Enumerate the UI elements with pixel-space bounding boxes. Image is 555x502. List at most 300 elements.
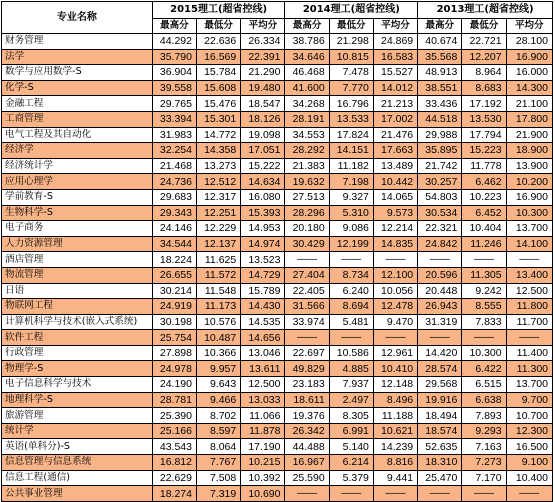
score-cell: 10.223 xyxy=(462,189,506,205)
score-cell: 6.515 xyxy=(462,377,506,393)
score-cell: 4.885 xyxy=(329,361,373,377)
score-cell: 29.765 xyxy=(152,96,196,112)
score-cell: 7.163 xyxy=(462,439,506,455)
score-cell: 9.643 xyxy=(197,377,241,393)
score-table xyxy=(1,1,553,502)
score-cell: 12.214 xyxy=(373,221,417,237)
score-cell: 11.300 xyxy=(506,361,552,377)
score-cell: 13.533 xyxy=(329,111,373,127)
score-cell: 8.683 xyxy=(462,80,506,96)
score-cell: 14.953 xyxy=(241,221,285,237)
major-name-cell: 英语(单科分)-S xyxy=(2,439,153,455)
table-row xyxy=(2,392,553,408)
score-cell: 10.815 xyxy=(329,49,373,65)
score-cell: 10.700 xyxy=(506,408,552,424)
table-row xyxy=(2,80,553,96)
score-cell: 40.674 xyxy=(418,34,462,50)
score-cell: 15.393 xyxy=(241,205,285,221)
score-cell: 18.126 xyxy=(241,111,285,127)
score-cell: 15.608 xyxy=(197,80,241,96)
score-cell: 23.183 xyxy=(285,377,329,393)
score-cell: —— xyxy=(462,252,506,268)
score-cell: 31.566 xyxy=(285,299,329,315)
score-cell: 10.487 xyxy=(197,330,241,346)
score-cell: 22.697 xyxy=(285,345,329,361)
year-header-2014: 2014理工(超省控线) xyxy=(285,2,418,19)
score-cell: 11.246 xyxy=(462,236,506,252)
score-cell: 19.916 xyxy=(418,392,462,408)
score-cell: 7.508 xyxy=(197,470,241,486)
score-cell: 16.900 xyxy=(506,49,552,65)
score-cell: 12.207 xyxy=(462,49,506,65)
score-cell: 27.513 xyxy=(285,189,329,205)
score-cell: 16.583 xyxy=(373,49,417,65)
major-name-cell: 信息管理与信息系统 xyxy=(2,455,153,471)
table-row xyxy=(2,143,553,159)
score-cell: 6.422 xyxy=(462,361,506,377)
score-cell: 13.611 xyxy=(241,361,285,377)
score-cell: 10.442 xyxy=(373,174,417,190)
score-cell: 6.638 xyxy=(462,392,506,408)
score-cell: 15.789 xyxy=(241,283,285,299)
major-name-cell: 人力资源管理 xyxy=(2,236,153,252)
score-cell: 29.343 xyxy=(152,205,196,221)
score-cell: 35.568 xyxy=(418,49,462,65)
score-cell: 11.778 xyxy=(462,158,506,174)
score-cell: 7.198 xyxy=(329,174,373,190)
table-row xyxy=(2,408,553,424)
score-cell: 22.629 xyxy=(152,470,196,486)
score-cell: —— xyxy=(462,330,506,346)
score-cell: 25.470 xyxy=(418,470,462,486)
score-cell: 30.534 xyxy=(418,205,462,221)
score-cell: 10.056 xyxy=(373,283,417,299)
score-cell: 25.590 xyxy=(285,470,329,486)
major-name-cell: 电子商务 xyxy=(2,221,153,237)
score-cell: 8.305 xyxy=(329,408,373,424)
score-cell: 14.772 xyxy=(197,127,241,143)
table-row xyxy=(2,361,553,377)
score-cell: 9.700 xyxy=(506,392,552,408)
score-cell: 13.273 xyxy=(197,158,241,174)
score-cell: 17.190 xyxy=(241,439,285,455)
score-cell: 17.824 xyxy=(329,127,373,143)
score-cell: 14.656 xyxy=(241,330,285,346)
score-cell: 34.268 xyxy=(285,96,329,112)
score-cell: —— xyxy=(285,486,329,502)
score-cell: 24.736 xyxy=(152,174,196,190)
score-cell: 24.842 xyxy=(418,236,462,252)
score-cell: 12.137 xyxy=(197,236,241,252)
table-row xyxy=(2,158,553,174)
score-cell: 13.046 xyxy=(241,345,285,361)
score-cell: 9.441 xyxy=(373,470,417,486)
score-cell: 20.596 xyxy=(418,267,462,283)
score-cell: 16.500 xyxy=(506,439,552,455)
score-cell: 43.543 xyxy=(152,439,196,455)
table-row xyxy=(2,127,553,143)
score-cell: 25.754 xyxy=(152,330,196,346)
major-name-cell: 电气工程及其自动化 xyxy=(2,127,153,143)
score-cell: 14.239 xyxy=(373,439,417,455)
major-name-cell: 软件工程 xyxy=(2,330,153,346)
score-cell: 10.621 xyxy=(373,423,417,439)
score-cell: —— xyxy=(373,330,417,346)
score-cell: 11.625 xyxy=(197,252,241,268)
score-cell: 31.983 xyxy=(152,127,196,143)
score-cell: 28.100 xyxy=(506,34,552,50)
score-cell: 25.390 xyxy=(152,408,196,424)
score-cell: 27.898 xyxy=(152,345,196,361)
score-cell: 6.991 xyxy=(329,423,373,439)
score-cell: 18.574 xyxy=(418,423,462,439)
score-cell: 6.214 xyxy=(329,455,373,471)
score-cell: 7.273 xyxy=(462,455,506,471)
score-cell: 32.254 xyxy=(152,143,196,159)
table-row xyxy=(2,486,553,502)
table-row xyxy=(2,439,553,455)
score-cell: 12.512 xyxy=(197,174,241,190)
table-row xyxy=(2,236,553,252)
table-row xyxy=(2,65,553,81)
score-cell: 14.300 xyxy=(506,80,552,96)
table-row xyxy=(2,205,553,221)
score-cell: 12.199 xyxy=(329,236,373,252)
score-cell: 8.555 xyxy=(462,299,506,315)
score-cell: 18.900 xyxy=(506,143,552,159)
score-cell: 5.140 xyxy=(329,439,373,455)
major-name-cell: 物联网工程 xyxy=(2,299,153,315)
score-cell: 14.100 xyxy=(506,236,552,252)
score-cell: 18.494 xyxy=(418,408,462,424)
score-cell: 10.690 xyxy=(241,486,285,502)
major-name-cell: 生物科学-S xyxy=(2,205,153,221)
score-cell: 33.394 xyxy=(152,111,196,127)
score-cell: 17.800 xyxy=(506,111,552,127)
major-name-cell: 公共事业管理 xyxy=(2,486,153,502)
score-cell: 28.574 xyxy=(418,361,462,377)
major-name-cell: 金融工程 xyxy=(2,96,153,112)
score-cell: 22.405 xyxy=(285,283,329,299)
avg-score-header: 平均分 xyxy=(506,19,552,34)
major-name-cell: 学前教育-S xyxy=(2,189,153,205)
score-cell: 35.790 xyxy=(152,49,196,65)
table-row xyxy=(2,345,553,361)
score-cell: 11.548 xyxy=(197,283,241,299)
score-cell: 7.833 xyxy=(462,314,506,330)
score-cell: 17.794 xyxy=(462,127,506,143)
score-cell: 11.800 xyxy=(506,299,552,315)
score-cell: 11.182 xyxy=(329,158,373,174)
major-name-cell: 电子信息科学与技术 xyxy=(2,377,153,393)
score-cell: 22.636 xyxy=(197,34,241,50)
score-cell: 12.478 xyxy=(373,299,417,315)
score-cell: 6.452 xyxy=(462,205,506,221)
score-cell: 15.476 xyxy=(197,96,241,112)
score-cell: 11.572 xyxy=(197,267,241,283)
score-cell: 49.829 xyxy=(285,361,329,377)
score-cell: 12.100 xyxy=(373,267,417,283)
score-cell: 28.292 xyxy=(285,143,329,159)
score-table-container xyxy=(1,1,553,502)
score-cell: 11.305 xyxy=(462,267,506,283)
score-cell: 18.310 xyxy=(418,455,462,471)
score-cell: 44.292 xyxy=(152,34,196,50)
score-cell: 14.358 xyxy=(197,143,241,159)
score-cell: 12.317 xyxy=(197,189,241,205)
score-cell: 10.410 xyxy=(373,361,417,377)
score-cell: 7.478 xyxy=(329,65,373,81)
score-cell: 12.961 xyxy=(373,345,417,361)
score-cell: 22.721 xyxy=(462,34,506,50)
score-cell: 44.488 xyxy=(285,439,329,455)
score-cell: 15.527 xyxy=(373,65,417,81)
score-cell: 10.300 xyxy=(506,205,552,221)
score-cell: 30.198 xyxy=(152,314,196,330)
score-cell: 9.086 xyxy=(329,221,373,237)
major-name-cell: 经济统计学 xyxy=(2,158,153,174)
major-name-cell: 财务管理 xyxy=(2,34,153,50)
score-cell: 33.974 xyxy=(285,314,329,330)
score-cell: 24.978 xyxy=(152,361,196,377)
score-cell: 39.558 xyxy=(152,80,196,96)
score-cell: 9.957 xyxy=(197,361,241,377)
score-cell: 21.290 xyxy=(241,65,285,81)
score-cell: 13.033 xyxy=(241,392,285,408)
table-row xyxy=(2,314,553,330)
score-cell: 25.166 xyxy=(152,423,196,439)
score-cell: 36.904 xyxy=(152,65,196,81)
score-cell: 11.878 xyxy=(241,423,285,439)
score-cell: 12.229 xyxy=(197,221,241,237)
score-cell: 27.404 xyxy=(285,267,329,283)
score-cell: 16.812 xyxy=(152,455,196,471)
score-cell: 21.900 xyxy=(506,127,552,143)
major-name-cell: 数学与应用数学-S xyxy=(2,65,153,81)
major-name-cell: 应用心理学 xyxy=(2,174,153,190)
score-cell: 7.319 xyxy=(197,486,241,502)
score-cell: 21.476 xyxy=(373,127,417,143)
score-cell: 24.919 xyxy=(152,299,196,315)
score-cell: —— xyxy=(506,252,552,268)
score-cell: 30.214 xyxy=(152,283,196,299)
score-cell: 10.366 xyxy=(197,345,241,361)
score-cell: 54.803 xyxy=(418,189,462,205)
score-cell: 29.568 xyxy=(418,377,462,393)
score-cell: 7.767 xyxy=(197,455,241,471)
score-cell: 34.544 xyxy=(152,236,196,252)
score-cell: —— xyxy=(329,330,373,346)
score-cell: 17.663 xyxy=(373,143,417,159)
score-cell: 28.191 xyxy=(285,111,329,127)
score-cell: 9.573 xyxy=(373,205,417,221)
score-cell: —— xyxy=(506,330,552,346)
table-row xyxy=(2,49,553,65)
score-cell: 11.700 xyxy=(506,314,552,330)
score-cell: 26.334 xyxy=(241,34,285,50)
score-cell: 13.523 xyxy=(241,252,285,268)
score-cell: 9.466 xyxy=(197,392,241,408)
avg-score-header: 平均分 xyxy=(373,19,417,34)
major-name-cell: 化学-S xyxy=(2,80,153,96)
score-cell: 16.796 xyxy=(329,96,373,112)
score-cell: 44.518 xyxy=(418,111,462,127)
score-cell: 21.742 xyxy=(418,158,462,174)
score-cell: 9.327 xyxy=(329,189,373,205)
score-cell: 18.224 xyxy=(152,252,196,268)
score-cell: 30.429 xyxy=(285,236,329,252)
score-cell: 9.242 xyxy=(462,283,506,299)
score-cell: 21.298 xyxy=(329,34,373,50)
score-cell: 19.376 xyxy=(285,408,329,424)
score-cell: 24.190 xyxy=(152,377,196,393)
table-row xyxy=(2,252,553,268)
score-cell: 10.200 xyxy=(506,174,552,190)
score-cell: 14.012 xyxy=(373,80,417,96)
table-row xyxy=(2,96,553,112)
score-cell: 15.222 xyxy=(241,158,285,174)
score-cell: —— xyxy=(329,252,373,268)
table-row xyxy=(2,34,553,50)
score-cell: 16.967 xyxy=(285,455,329,471)
score-cell: —— xyxy=(506,486,552,502)
min-score-header: 最低分 xyxy=(462,19,506,34)
score-cell: 12.148 xyxy=(373,377,417,393)
score-cell: —— xyxy=(418,486,462,502)
score-cell: 10.404 xyxy=(462,221,506,237)
score-cell: 13.489 xyxy=(373,158,417,174)
score-cell: 5.379 xyxy=(329,470,373,486)
score-cell: 9.100 xyxy=(506,455,552,471)
score-cell: 14.634 xyxy=(241,174,285,190)
score-cell: —— xyxy=(462,486,506,502)
score-cell: 48.913 xyxy=(418,65,462,81)
score-cell: 34.646 xyxy=(285,49,329,65)
score-cell: 19.098 xyxy=(241,127,285,143)
score-cell: 21.383 xyxy=(285,158,329,174)
table-row xyxy=(2,423,553,439)
table-row xyxy=(2,330,553,346)
score-cell: 14.420 xyxy=(418,345,462,361)
score-cell: 28.296 xyxy=(285,205,329,221)
score-cell: 31.319 xyxy=(418,314,462,330)
year-header-2013: 2013理工(超省控线) xyxy=(418,2,553,19)
score-cell: 11.066 xyxy=(241,408,285,424)
score-cell: 12.500 xyxy=(506,283,552,299)
score-cell: 11.173 xyxy=(197,299,241,315)
year-header-2015: 2015理工(超省控线) xyxy=(152,2,285,19)
table-row xyxy=(2,283,553,299)
min-score-header: 最低分 xyxy=(197,19,241,34)
score-cell: 14.430 xyxy=(241,299,285,315)
major-name-cell: 统计学 xyxy=(2,423,153,439)
score-cell: 26.655 xyxy=(152,267,196,283)
score-cell: 8.734 xyxy=(329,267,373,283)
score-cell: 38.786 xyxy=(285,34,329,50)
score-cell: —— xyxy=(329,486,373,502)
score-cell: 29.988 xyxy=(418,127,462,143)
score-cell: 5.310 xyxy=(329,205,373,221)
score-cell: 11.188 xyxy=(373,408,417,424)
score-cell: 18.274 xyxy=(152,486,196,502)
major-name-cell: 日语 xyxy=(2,283,153,299)
table-row xyxy=(2,299,553,315)
score-cell: 28.781 xyxy=(152,392,196,408)
score-cell: 12.300 xyxy=(506,423,552,439)
score-cell: —— xyxy=(373,486,417,502)
score-cell: 13.700 xyxy=(506,377,552,393)
score-cell: 17.002 xyxy=(373,111,417,127)
score-cell: 14.151 xyxy=(329,143,373,159)
score-cell: 24.146 xyxy=(152,221,196,237)
score-cell: 7.893 xyxy=(462,408,506,424)
major-name-cell: 经济学 xyxy=(2,143,153,159)
score-cell: —— xyxy=(373,252,417,268)
major-name-cell: 法学 xyxy=(2,49,153,65)
score-cell: 10.576 xyxy=(197,314,241,330)
score-cell: 10.215 xyxy=(241,455,285,471)
score-cell: 5.481 xyxy=(329,314,373,330)
score-cell: 16.000 xyxy=(506,65,552,81)
score-cell: 13.700 xyxy=(506,221,552,237)
score-cell: 24.869 xyxy=(373,34,417,50)
score-cell: 15.784 xyxy=(197,65,241,81)
score-cell: 22.321 xyxy=(418,221,462,237)
score-table-body xyxy=(2,34,553,502)
score-cell: 46.468 xyxy=(285,65,329,81)
score-cell: 14.729 xyxy=(241,267,285,283)
table-row xyxy=(2,455,553,471)
score-cell: 8.597 xyxy=(197,423,241,439)
table-row xyxy=(2,267,553,283)
score-cell: 9.293 xyxy=(462,423,506,439)
score-cell: 15.301 xyxy=(197,111,241,127)
score-cell: 17.192 xyxy=(462,96,506,112)
score-cell: 18.547 xyxy=(241,96,285,112)
score-cell: 9.470 xyxy=(373,314,417,330)
score-cell: 8.694 xyxy=(329,299,373,315)
score-cell: —— xyxy=(285,330,329,346)
score-cell: 19.632 xyxy=(285,174,329,190)
score-cell: 11.400 xyxy=(506,345,552,361)
score-cell: 10.300 xyxy=(462,345,506,361)
major-name-cell: 行政管理 xyxy=(2,345,153,361)
score-cell: 16.569 xyxy=(197,49,241,65)
score-cell: 12.251 xyxy=(197,205,241,221)
major-name-cell: 工商管理 xyxy=(2,111,153,127)
max-score-header: 最高分 xyxy=(418,19,462,34)
score-cell: 26.943 xyxy=(418,299,462,315)
major-name-cell: 计算机科学与技术(嵌入式系统) xyxy=(2,314,153,330)
score-cell: 18.611 xyxy=(285,392,329,408)
major-name-cell: 信息工程(通信) xyxy=(2,470,153,486)
major-name-cell: 物流管理 xyxy=(2,267,153,283)
score-cell: 13.530 xyxy=(462,111,506,127)
score-cell: 7.170 xyxy=(462,470,506,486)
table-row xyxy=(2,111,553,127)
score-cell: 22.391 xyxy=(241,49,285,65)
score-cell: 41.600 xyxy=(285,80,329,96)
max-score-header: 最高分 xyxy=(152,19,196,34)
score-cell: 14.535 xyxy=(241,314,285,330)
score-cell: 14.065 xyxy=(373,189,417,205)
score-cell: 10.586 xyxy=(329,345,373,361)
score-cell: 33.436 xyxy=(418,96,462,112)
score-cell: 17.051 xyxy=(241,143,285,159)
score-cell: 38.551 xyxy=(418,80,462,96)
major-name-cell: 物理学-S xyxy=(2,361,153,377)
score-cell: 20.180 xyxy=(285,221,329,237)
